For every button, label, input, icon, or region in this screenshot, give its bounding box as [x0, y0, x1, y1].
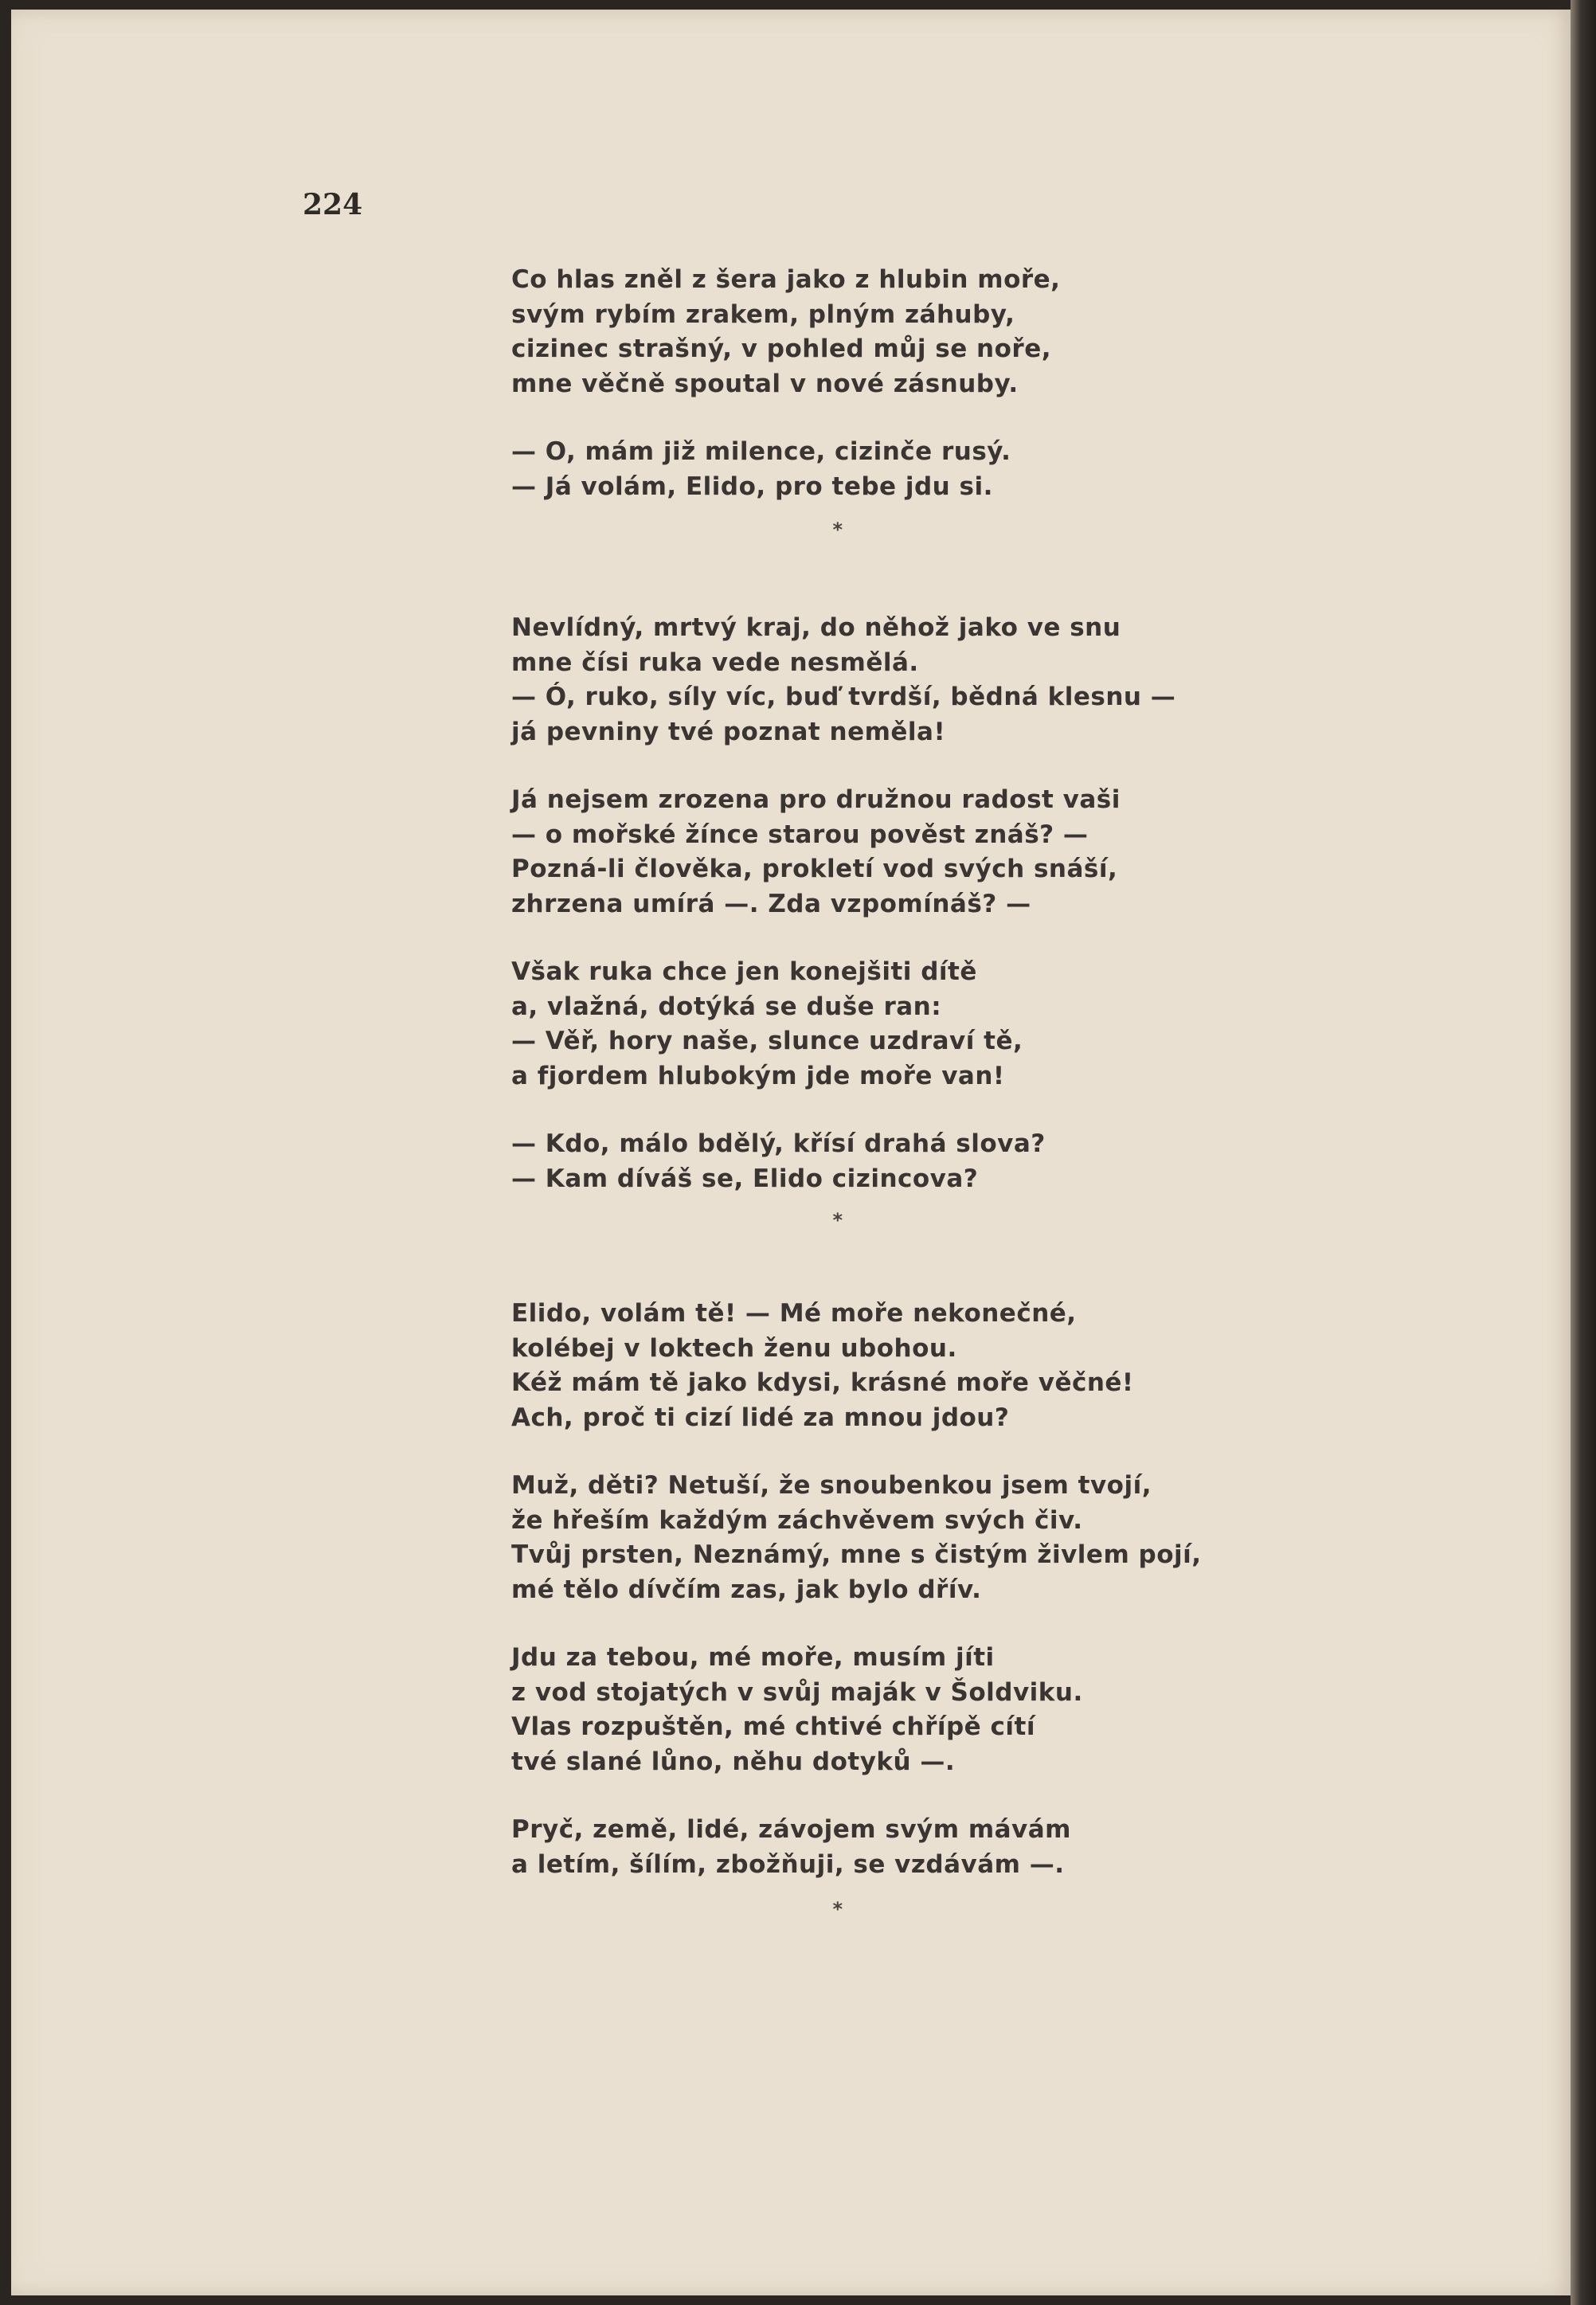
- section-separator: *: [832, 519, 843, 541]
- poem-line: a, vlažná, dotýká se duše ran:: [511, 992, 942, 1021]
- poem-line: Co hlas zněl z šera jako z hlubin moře,: [511, 265, 1061, 294]
- poem-line: — Kam díváš se, Elido cizincova?: [511, 1164, 979, 1193]
- stanza: [511, 1469, 1276, 1607]
- poem-line: cizinec strašný, v pohled můj se noře,: [511, 335, 1052, 363]
- poem-line: Muž, děti? Netuší, že snoubenkou jsem tvojí,: [511, 1471, 1152, 1500]
- poem-line: Kéž mám tě jako kdysi, krásné moře věčné!: [511, 1368, 1134, 1397]
- poem-line: Já nejsem zrozena pro družnou radost vaši: [511, 785, 1121, 814]
- poem-body: [511, 263, 1276, 1925]
- stanza: [511, 263, 1276, 401]
- book-spine-edge: [1571, 0, 1596, 2305]
- poem-line: Tvůj prsten, Neznámý, mne s čistým živlem pojí,: [511, 1540, 1202, 1569]
- poem-line: — Já volám, Elido, pro tebe jdu si.: [511, 472, 993, 501]
- poem-line: — Kdo, málo bdělý, křísí drahá slova?: [511, 1129, 1046, 1158]
- book-page: [11, 10, 1571, 2295]
- stanza: [511, 1297, 1276, 1435]
- poem-line: svým rybím zrakem, plným záhuby,: [511, 299, 1015, 329]
- poem-line: mne čísi ruka vede nesmělá.: [511, 648, 919, 677]
- stanza: [511, 783, 1276, 922]
- poem-line: Vlas rozpuštěn, mé chtivé chřípě cítí: [511, 1712, 1035, 1741]
- poem-line: z vod stojatých v svůj maják v Šoldviku.: [511, 1677, 1083, 1707]
- poem-line: Pryč, země, lidé, závojem svým mávám: [511, 1815, 1071, 1844]
- poem-line: Pozná-li člověka, prokletí vod svých snáší,: [511, 855, 1118, 883]
- section-separator: *: [832, 1209, 843, 1231]
- poem-line: já pevniny tvé poznat neměla!: [511, 717, 946, 746]
- stanza: [511, 1641, 1276, 1779]
- poem-line: tvé slané lůno, něhu dotyků —.: [511, 1747, 956, 1776]
- poem-line: kolébej v loktech ženu ubohou.: [511, 1333, 957, 1363]
- stanza: [511, 611, 1276, 749]
- section-separator: *: [832, 1898, 843, 1920]
- page-number: 224: [303, 188, 363, 221]
- poem-line: Ach, proč ti cizí lidé za mnou jdou?: [511, 1403, 1010, 1432]
- poem-line: Jdu za tebou, mé moře, musím jíti: [511, 1643, 995, 1672]
- poem-line: a fjordem hlubokým jde moře van!: [511, 1061, 1005, 1090]
- poem-line: zhrzena umírá —. Zda vzpomínáš? —: [511, 889, 1031, 918]
- poem-line: Však ruka chce jen konejšiti dítě: [511, 957, 977, 986]
- stanza: [511, 435, 1276, 504]
- poem-line: — Ó, ruko, síly víc, buď tvrdší, bědná klesnu —: [511, 683, 1176, 711]
- poem-line: že hřeším každým záchvěvem svých čiv.: [511, 1505, 1083, 1535]
- stanza: [511, 1127, 1276, 1196]
- poem-line: a letím, šílím, zbožňuji, se vzdávám —.: [511, 1849, 1065, 1879]
- stanza: [511, 955, 1276, 1094]
- poem-line: Nevlídný, mrtvý kraj, do něhož jako ve snu: [511, 613, 1121, 642]
- poem-line: — O, mám již milence, cizinče rusý.: [511, 437, 1011, 466]
- stanza: [511, 1813, 1276, 1882]
- poem-line: mé tělo dívčím zas, jak bylo dřív.: [511, 1575, 982, 1604]
- poem-line: mne věčně spoutal v nové zásnuby.: [511, 369, 1019, 398]
- poem-line: — Věř, hory naše, slunce uzdraví tě,: [511, 1027, 1023, 1055]
- poem-line: Elido, volám tě! — Mé moře nekonečné,: [511, 1299, 1077, 1328]
- poem-line: — o mořské žínce starou pověst znáš? —: [511, 820, 1089, 849]
